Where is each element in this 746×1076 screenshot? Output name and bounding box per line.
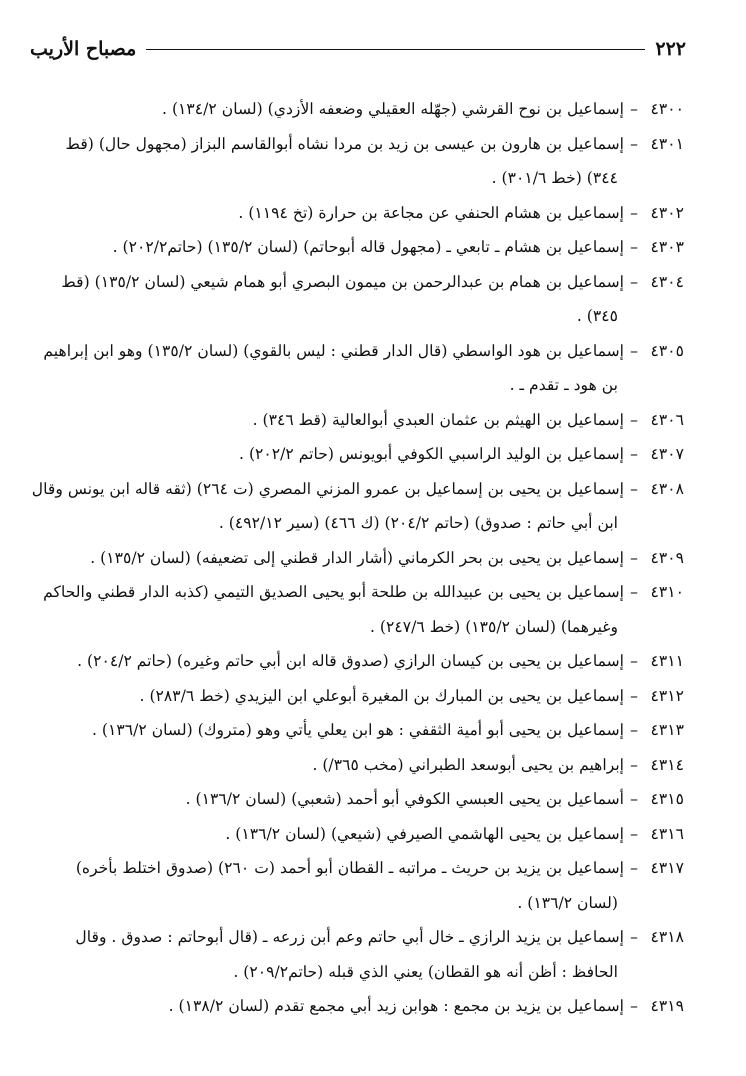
entry-dash: – xyxy=(630,824,638,843)
entry-text: أسماعيل بن يحيى العبسي الكوفي أبو أحمد (شعبي) (لسان ١٣٦/٢) . xyxy=(185,790,624,808)
entry-number: ٤٣١١ xyxy=(650,652,684,670)
page-number: ٢٢٢ xyxy=(655,38,686,60)
entry-dash: – xyxy=(630,652,638,670)
entry-item xyxy=(30,334,684,403)
entry-dash: – xyxy=(630,410,638,429)
entry-number: ٤٣١٩ xyxy=(650,997,684,1015)
entry-number: ٤٣١٢ xyxy=(650,686,684,705)
entry-number: ٤٣١٨ xyxy=(650,928,684,946)
entry-text: إسماعيل بن يحيى بن عبيدالله بن طلحة أبو يحيى الصديق التيمي (كذبه الدار قطني والحاكم وغيرهما) (لسان ١٣٥/٢) (خط ٢٤٧/٦) . xyxy=(43,583,624,636)
entry-number: ٤٣٠٨ xyxy=(650,479,684,498)
entry-number: ٤٣١٥ xyxy=(650,790,684,808)
entry-number: ٤٣١٧ xyxy=(650,859,684,877)
entry-number: ٤٣٠٩ xyxy=(650,548,684,567)
entry-item xyxy=(30,782,684,817)
entry-text: إسماعيل بن هارون بن عيسى بن زيد بن مردا نشاه أبوالقاسم البزاز (مجهول حال) (قط ٣٤٤) (خط ٣٠١/٦) . xyxy=(65,134,624,187)
entry-dash: – xyxy=(630,203,638,222)
entry-number: ٤٣٠٦ xyxy=(650,410,684,429)
entry-dash: – xyxy=(630,928,638,946)
entry-item xyxy=(30,230,684,265)
entry-text: إسماعيل بن يزيد بن مجمع : هوابن زيد أبي مجمع تقدم (لسان ١٣٨/٢) . xyxy=(168,997,624,1015)
entry-dash: – xyxy=(630,583,638,601)
entry-item xyxy=(30,575,684,644)
entry-dash: – xyxy=(630,238,638,256)
entry-text: إسماعيل بن همام بن عبدالرحمن بن ميمون البصري أبو همام شيعي (لسان ١٣٥/٢) (قط ٣٤٥) . xyxy=(61,272,624,325)
entry-item xyxy=(30,989,684,1024)
entry-item xyxy=(30,92,684,127)
entry-item xyxy=(30,437,684,472)
entry-item xyxy=(30,679,684,714)
entry-text: إسماعيل بن يحيى أبو أمية الثقفي : هو ابن يعلي يأتي وهو (متروك) (لسان ١٣٦/٢) . xyxy=(91,721,624,739)
entry-dash: – xyxy=(630,721,638,739)
running-header xyxy=(30,34,686,64)
entry-text: إسماعيل بن يحيى بن إسماعيل بن عمرو المزني المصري (ت ٢٦٤) (ثقه قاله ابن يونس وقال ابن أبي حاتم : صدوق) (حاتم ٢٠٤/٢) (ك ٤٦٦) (سير ٤٩٢/١٢) . xyxy=(31,479,624,532)
entry-dash: – xyxy=(630,134,638,153)
entry-text: إسماعيل بن الوليد الراسبي الكوفي أبويونس (حاتم ٢٠٢/٢) . xyxy=(239,445,624,463)
entry-list xyxy=(30,92,684,1024)
entry-item xyxy=(30,713,684,748)
entry-dash: – xyxy=(630,790,638,808)
entry-text: إسماعيل بن يحيى بن بحر الكرماني (أشار الدار قطني إلى تضعيفه) (لسان ١٣٥/٢) . xyxy=(90,548,624,567)
entry-text: إسماعيل بن هود الواسطي (قال الدار قطني : ليس بالقوي) (لسان ١٣٥/٢) وهو ابن إبراهيم بن هود ـ تقدم ـ . xyxy=(43,341,624,394)
entry-item xyxy=(30,127,684,196)
entry-item xyxy=(30,817,684,852)
entry-text: إسماعيل بن هشام ـ تابعي ـ (مجهول قاله أبوحاتم) (لسان ١٣٥/٢) (حاتم٢٠٢/٢) . xyxy=(112,238,624,256)
entry-number: ٤٣٠٥ xyxy=(650,341,684,360)
entry-number: ٤٣١٦ xyxy=(650,824,684,843)
entry-number: ٤٣٠٧ xyxy=(650,445,684,463)
entry-dash: – xyxy=(630,548,638,567)
entry-item xyxy=(30,920,684,989)
entry-text: إسماعيل بن يحيى بن كيسان الرازي (صدوق قاله ابن أبي حاتم وغيره) (حاتم ٢٠٤/٢) . xyxy=(77,652,624,670)
entry-number: ٤٣١٣ xyxy=(650,721,684,739)
entry-number: ٤٣٠٣ xyxy=(650,238,684,256)
entry-dash: – xyxy=(630,479,638,498)
entry-number: ٤٣٠٤ xyxy=(650,272,684,291)
entry-dash: – xyxy=(630,686,638,705)
entry-dash: – xyxy=(630,445,638,463)
entry-item xyxy=(30,851,684,920)
book-title: مصباح الأريب xyxy=(30,38,137,60)
entry-text: إسماعيل بن يزيد الرازي ـ خال أبي حاتم وعم أبن زرعه ـ (قال أبوحاتم : صدوق . وقال الحافظ : أظن أنه هو القطان) يعني الذي قبله (حاتم٢٠٩/٢) . xyxy=(75,928,624,981)
entry-text: إسماعيل بن هشام الحنفي عن مجاعة بن حرارة (تخ ١١٩٤) . xyxy=(238,203,624,222)
entry-text: إسماعيل بن نوح القرشي (جهّله العقيلي وضعفه الأزدي) (لسان ١٣٤/٢) . xyxy=(162,100,624,118)
entry-number: ٤٣١٤ xyxy=(650,755,684,774)
entry-item xyxy=(30,472,684,541)
entry-number: ٤٣١٠ xyxy=(650,583,684,601)
entry-dash: – xyxy=(630,100,638,118)
entry-text: إسماعيل بن يزيد بن حريث ـ مراتبه ـ القطان أبو أحمد (ت ٢٦٠) (صدوق اختلط بأخره) (لسان ١٣٦/٢) . xyxy=(75,859,624,912)
entry-dash: – xyxy=(630,341,638,360)
entry-item xyxy=(30,403,684,438)
entry-dash: – xyxy=(630,997,638,1015)
header-rule xyxy=(146,49,645,50)
entry-item xyxy=(30,748,684,783)
entry-dash: – xyxy=(630,272,638,291)
entry-text: إبراهيم بن يحيى أبوسعد الطبراني (مخب ٣٦٥/) . xyxy=(312,755,624,774)
entry-number: ٤٣٠٠ xyxy=(650,100,684,118)
entry-item xyxy=(30,541,684,576)
entry-item xyxy=(30,196,684,231)
entry-text: إسماعيل بن يحيى الهاشمي الصيرفي (شيعي) (لسان ١٣٦/٢) . xyxy=(225,824,624,843)
entry-dash: – xyxy=(630,859,638,877)
entry-number: ٤٣٠٢ xyxy=(650,203,684,222)
entry-dash: – xyxy=(630,755,638,774)
entry-number: ٤٣٠١ xyxy=(650,134,684,153)
entry-item xyxy=(30,265,684,334)
entry-text: إسماعيل بن الهيثم بن عثمان العبدي أبوالعالية (قط ٣٤٦) . xyxy=(252,410,624,429)
entry-item xyxy=(30,644,684,679)
entry-text: إسماعيل بن يحيى بن المبارك بن المغيرة أبوعلي ابن اليزيدي (خط ٢٨٣/٦) . xyxy=(139,686,624,705)
